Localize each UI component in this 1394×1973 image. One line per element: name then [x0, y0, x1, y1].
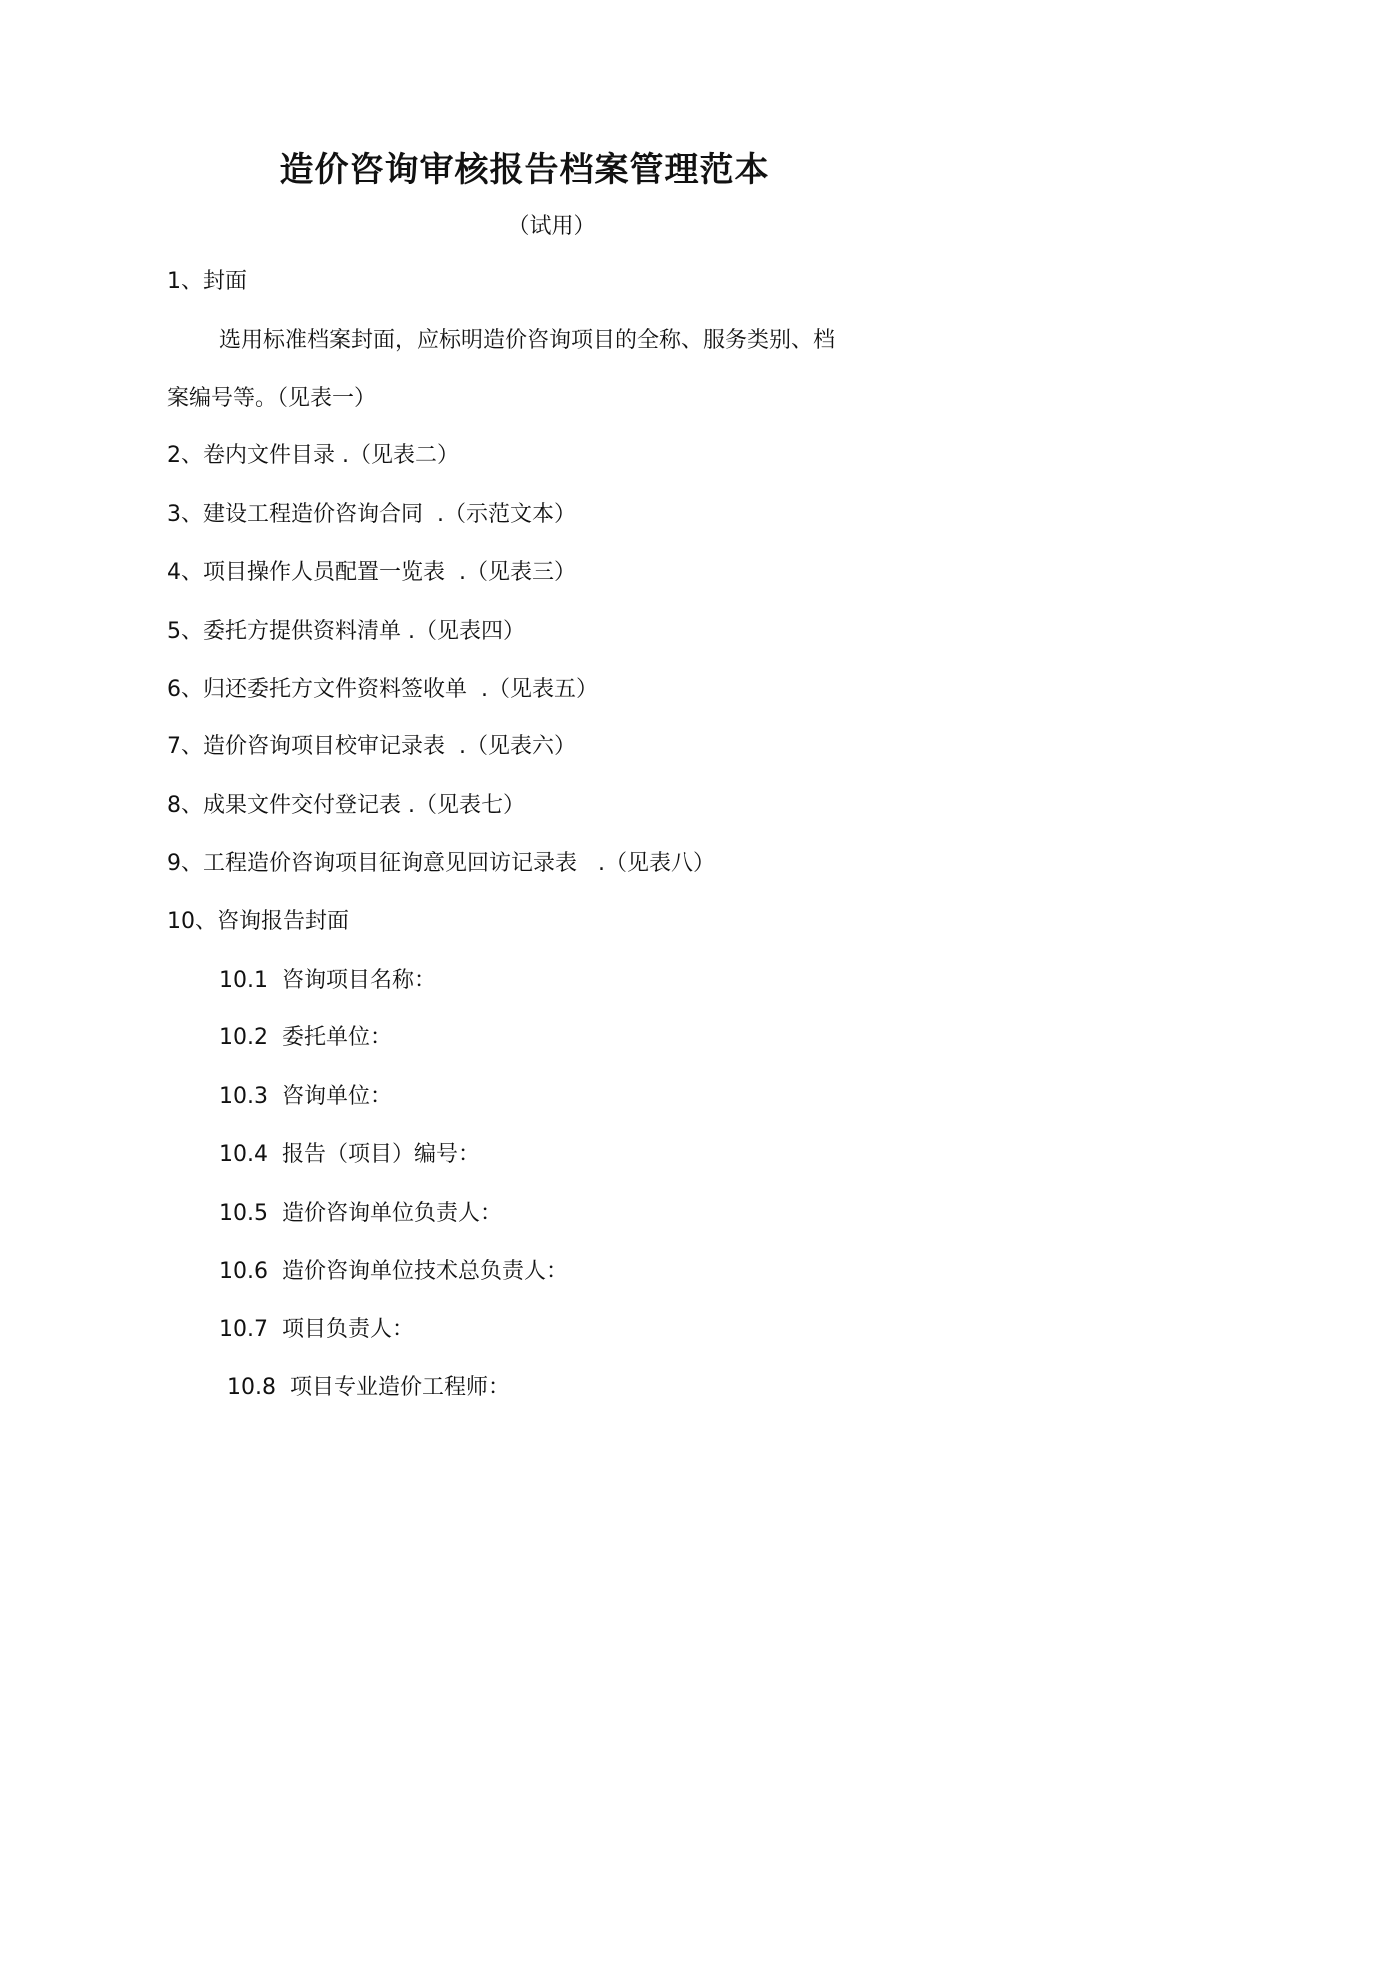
item-10-8: 10.8 项目专业造价工程师： — [227, 1375, 510, 1400]
document-title: 造价咨询审核报告档案管理范本 — [279, 150, 770, 190]
item-10-6: 10.6 造价咨询单位技术总负责人： — [219, 1259, 568, 1284]
section-1-heading: 1、封面 — [167, 269, 247, 294]
section-2-heading: 2、卷内文件目录 .（见表二） — [167, 443, 459, 468]
section-6-heading: 6、归还委托方文件资料签收单 .（见表五） — [167, 677, 598, 702]
item-10-2: 10.2 委托单位： — [219, 1025, 392, 1050]
section-8-heading: 8、成果文件交付登记表 .（见表七） — [167, 793, 525, 818]
item-10-7: 10.7 项目负责人： — [219, 1317, 414, 1342]
item-10-5: 10.5 造价咨询单位负责人： — [219, 1201, 502, 1226]
section-4-heading: 4、项目操作人员配置一览表 .（见表三） — [167, 560, 576, 585]
section-9-heading: 9、工程造价咨询项目征询意见回访记录表 .（见表八） — [167, 851, 715, 876]
section-1-body-line-1: 选用标准档案封面，应标明造价咨询项目的全称、服务类别、档 — [219, 328, 836, 353]
section-7-heading: 7、造价咨询项目校审记录表 .（见表六） — [167, 734, 576, 759]
item-10-3: 10.3 咨询单位： — [219, 1084, 392, 1109]
section-5-heading: 5、委托方提供资料清单 .（见表四） — [167, 619, 525, 644]
section-1-body-line-2: 案编号等。（见表一） — [167, 386, 377, 411]
section-3-heading: 3、建设工程造价咨询合同 .（示范文本） — [167, 502, 576, 527]
item-10-1: 10.1 咨询项目名称： — [219, 968, 436, 993]
item-10-4: 10.4 报告（项目）编号： — [219, 1142, 480, 1167]
document-subtitle: （试用） — [507, 214, 596, 239]
section-10-heading: 10、咨询报告封面 — [167, 909, 349, 934]
